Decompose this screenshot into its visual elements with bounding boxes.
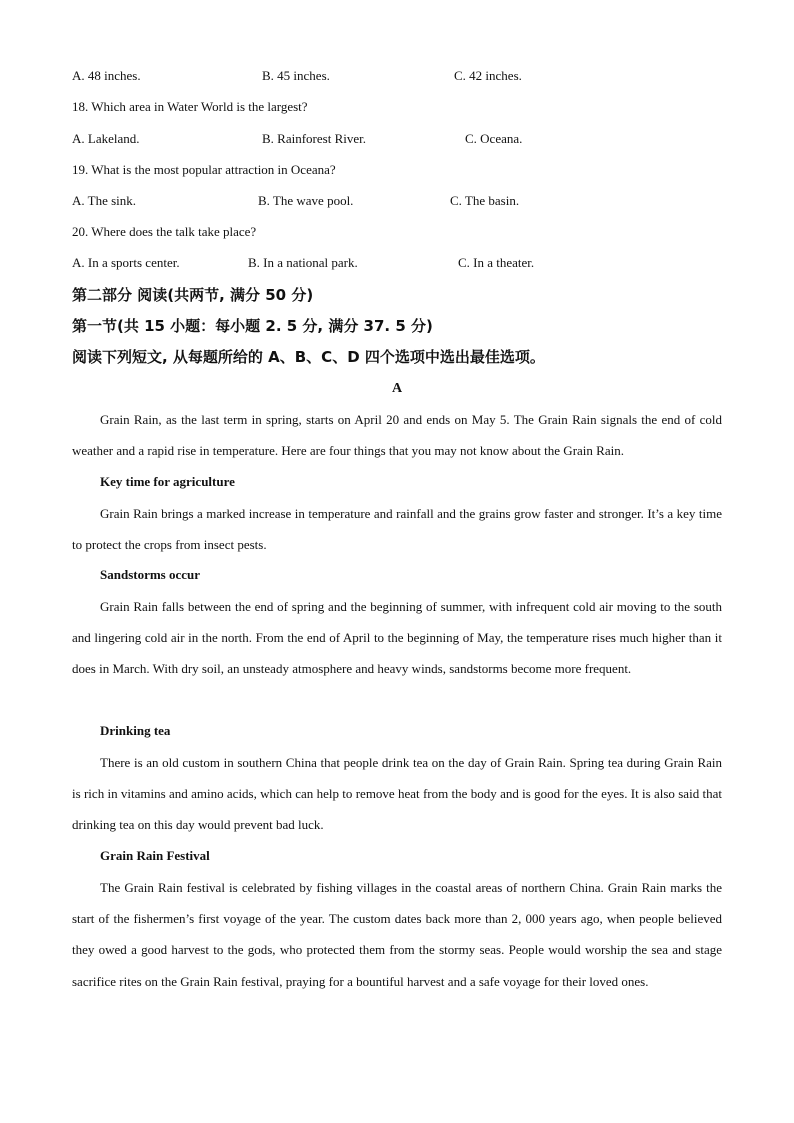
- paragraph-festival: The Grain Rain festival is celebrated by fishing villages in the coastal areas of northern China. Grain Rain marks the start of the fishermen’s first voyage of the year. The custom dates back more than 2, 000 years ago, when people believed they owed a good harvest to the gods, who protected them from the stormy seas. People would worship the sea and stage sacrifice rites on the Grain Rain festival, praying for a bountiful harvest and a safe voyage for their loved ones.: [72, 880, 722, 989]
- subheading-drinking-tea: Drinking tea: [100, 723, 171, 738]
- subheading-agriculture: Key time for agriculture: [100, 474, 235, 489]
- subheading-sandstorms: Sandstorms occur: [100, 567, 201, 582]
- q19-option-a: A. The sink.: [72, 193, 137, 208]
- paragraph-drinking-tea: There is an old custom in southern China that people drink tea on the day of Grain Rain. Spring tea during Grain Rain is rich in vitamins and amino acids, which can help to remove heat from the body and is good for the eyes. It is also said that drinking tea on this day would prevent bad luck.: [72, 755, 722, 833]
- q20-option-a: A. In a sports center.: [72, 255, 180, 270]
- part-title: 第二部分 阅读(共两节, 满分 50 分): [72, 286, 314, 304]
- q17-option-c: C. 42 inches.: [454, 68, 522, 83]
- passage-letter: A: [391, 381, 403, 396]
- paragraph-sandstorms: Grain Rain falls between the end of spring and the beginning of summer, with infrequent cold air moving to the south and lingering cold air in the north. From the end of April to the beginning of May, the temperature rises much higher than it does in March. With dry soil, an unsteady atmosphere and heavy winds, sandstorms become more frequent.: [72, 599, 722, 677]
- section-title: 第一节(共 15 小题：每小题 2. 5 分, 满分 37. 5 分): [72, 317, 433, 335]
- passage-intro: Grain Rain, as the last term in spring, starts on April 20 and ends on May 5. The Grain Rain signals the end of cold weather and a rapid rise in temperature. Here are four things that you may not know about the Grain Rain.: [72, 412, 722, 459]
- q19-question: 19. What is the most popular attraction in Oceana?: [72, 162, 336, 177]
- q20-option-b: B. In a national park.: [248, 255, 358, 270]
- q18-option-a: A. Lakeland.: [72, 131, 140, 146]
- q19-option-b: B. The wave pool.: [258, 193, 354, 208]
- subheading-festival: Grain Rain Festival: [100, 848, 210, 863]
- q17-option-b: B. 45 inches.: [262, 68, 330, 83]
- q18-question: 18. Which area in Water World is the largest?: [72, 99, 308, 114]
- paragraph-agriculture: Grain Rain brings a marked increase in temperature and rainfall and the grains grow faster and stronger. It’s a key time to protect the crops from insect pests.: [72, 506, 722, 553]
- q20-question: 20. Where does the talk take place?: [72, 224, 257, 239]
- q18-option-c: C. Oceana.: [465, 131, 523, 146]
- section-instruction: 阅读下列短文, 从每题所给的 A、B、C、D 四个选项中选出最佳选项。: [72, 348, 545, 366]
- q17-option-a: A. 48 inches.: [72, 68, 141, 83]
- q20-option-c: C. In a theater.: [458, 255, 535, 270]
- q18-option-b: B. Rainforest River.: [262, 131, 366, 146]
- q19-option-c: C. The basin.: [450, 193, 520, 208]
